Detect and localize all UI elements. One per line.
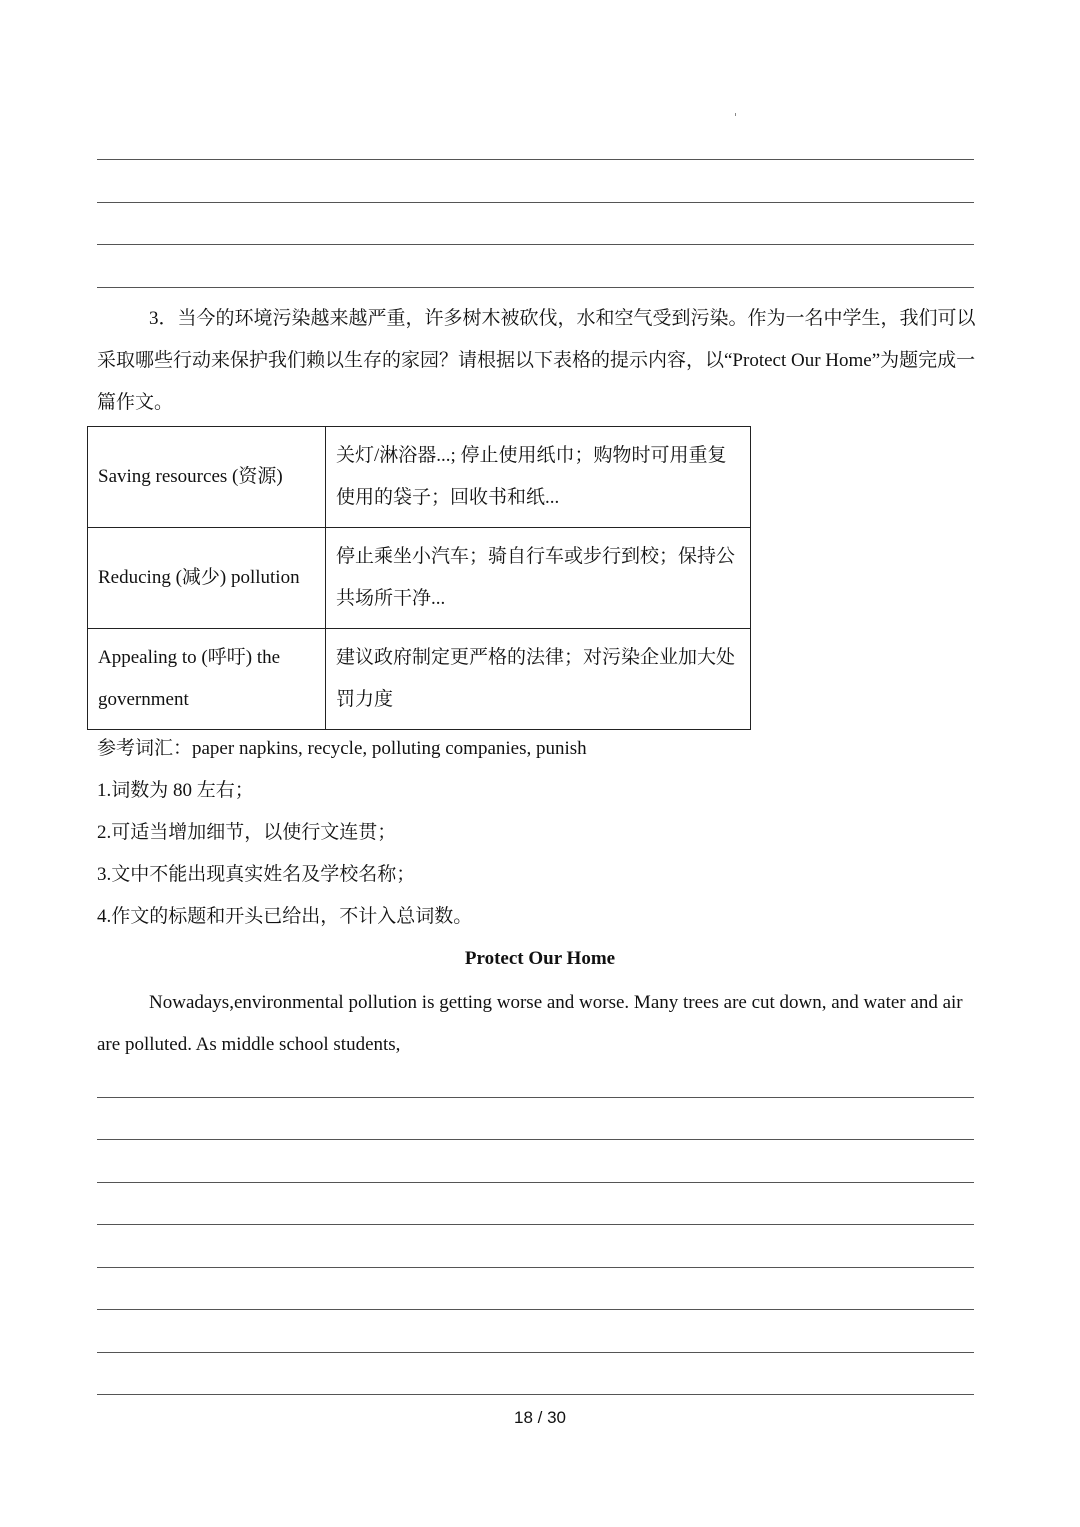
writing-line[interactable] bbox=[97, 1394, 974, 1395]
reference-vocab: 参考词汇：paper napkins, recycle, polluting companies, punish bbox=[97, 738, 587, 759]
hints-cell: 建议政府制定更严格的法律；对污染企业加大处罚力度 bbox=[326, 629, 751, 730]
topic-cell: Saving resources (资源) bbox=[88, 427, 326, 528]
hints-table bbox=[87, 426, 751, 730]
requirement-item: 3.文中不能出现真实姓名及学校名称； bbox=[97, 864, 416, 885]
requirement-item: 1.词数为 80 左右； bbox=[97, 780, 254, 801]
writing-line[interactable] bbox=[97, 1267, 974, 1268]
writing-line[interactable] bbox=[97, 1224, 974, 1225]
table-row bbox=[88, 427, 751, 528]
requirement-item: 2.可适当增加细节，以使行文连贯； bbox=[97, 822, 397, 843]
writing-line[interactable] bbox=[97, 1352, 974, 1353]
answer-line bbox=[97, 244, 974, 245]
writing-line[interactable] bbox=[97, 1182, 974, 1183]
essay-title: Protect Our Home bbox=[464, 948, 616, 969]
page-number: 18 / 30 bbox=[514, 1408, 566, 1427]
topic-cell: Reducing (减少) pollution bbox=[88, 528, 326, 629]
answer-line bbox=[97, 287, 974, 288]
writing-line[interactable] bbox=[97, 1097, 974, 1098]
writing-line[interactable] bbox=[97, 1309, 974, 1310]
question-prompt: 3．当今的环境污染越来越严重，许多树木被砍伐，水和空气受到污染。作为一名中学生，我们可以采取哪些行动来保护我们赖以生存的家园？请根据以下表格的提示内容，以“Protect Our Home”为题完成一篇作文。 bbox=[97, 308, 976, 413]
hints-cell: 停止乘坐小汽车；骑自行车或步行到校；保持公共场所干净... bbox=[326, 528, 751, 629]
table-row bbox=[88, 629, 751, 730]
answer-line bbox=[97, 202, 974, 203]
topic-cell: Appealing to (呼吁) the government bbox=[88, 629, 326, 730]
hints-cell: 关灯/淋浴器...; 停止使用纸巾；购物时可用重复使用的袋子；回收书和纸... bbox=[326, 427, 751, 528]
answer-line bbox=[97, 159, 974, 160]
requirement-item: 4.作文的标题和开头已给出，不计入总词数。 bbox=[97, 906, 473, 927]
stray-mark bbox=[735, 113, 736, 116]
essay-opening: Nowadays,environmental pollution is getting worse and worse. Many trees are cut down, and water and air are polluted. As middle school students, bbox=[97, 992, 963, 1055]
writing-line[interactable] bbox=[97, 1139, 974, 1140]
table-row bbox=[88, 528, 751, 629]
